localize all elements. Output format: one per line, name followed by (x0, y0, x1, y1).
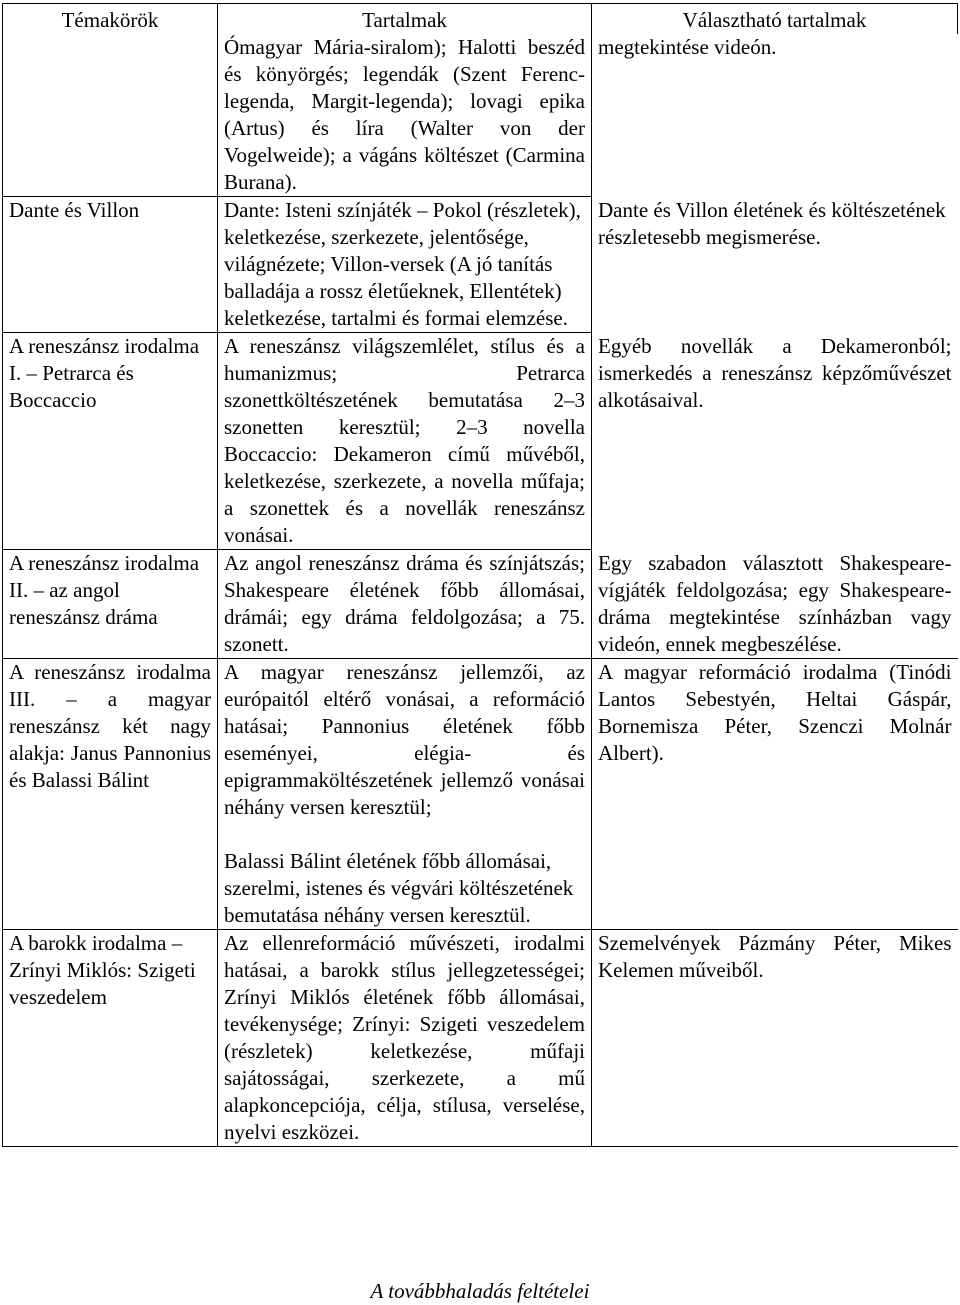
content-cell: Az ellenreformáció művészeti, irodalmi hatásai, a barokk stílus jellegzetességei; Zrínyi Miklós életének főbb állomásai, tevékenysége; Zrínyi: Szigeti veszedelem (részletek) keletkezése, műfaji sajátosságai, szerkezete, a mű alapkoncepciója, célja, stílusa, verselése, nyelvi eszközei. (218, 930, 592, 1147)
section-heading-footer: A továbbhaladás feltételei (370, 1279, 590, 1303)
topic-cell: A reneszánsz irodalma III. – a magyar reneszánsz két nagy alakja: Janus Pannonius és Balassi Bálint (3, 659, 218, 930)
content-cell: Dante: Isteni színjáték – Pokol (részletek), keletkezése, szerkezete, jelentősége, világnézete; Villon-versek (A jó tanítás balladája a rossz életűeknek, Ellentétek) keletkezése, tartalmi és formai elemzése. (218, 197, 592, 333)
optional-cell: Szemelvények Pázmány Péter, Mikes Kelemen műveiből. (592, 930, 958, 1147)
content-cell (218, 659, 592, 930)
table-row (3, 550, 958, 659)
header-topics: Témakörök (3, 4, 218, 35)
content-paragraph: Balassi Bálint életének főbb állomásai, szerelmi, istenes és végvári költészetének bemutatása néhány versen keresztül. (224, 849, 574, 927)
curriculum-table (2, 3, 958, 1147)
table-row (3, 333, 958, 550)
optional-cell: Egy szabadon választott Shakespeare-vígjáték feldolgozása; egy Shakespeare-dráma megtekintése színházban vagy videón, ennek megbeszélése. (592, 550, 958, 659)
optional-cell: megtekintése videón. (598, 35, 777, 59)
topic-cell: Dante és Villon (3, 197, 218, 333)
optional-cell: A magyar reformáció irodalma (Tinódi Lantos Sebestyén, Heltai Gáspár, Bornemisza Péter, Szenczi Molnár Albert). (592, 659, 958, 930)
table-row (3, 197, 958, 333)
topic-cell: A reneszánsz irodalma II. – az angol reneszánsz dráma (3, 550, 218, 659)
table-header-row (3, 4, 958, 35)
optional-cell: Egyéb novellák a Dekameronból; ismerkedés a reneszánsz képzőművészet alkotásaival. (598, 333, 952, 412)
content-cell: Ómagyar Mária-siralom); Halotti beszéd és könyörgés; legendák (Szent Ferenc-legenda, Margit-legenda); lovagi epika (Artus) és líra (Walter von der Vogelweide); a vágáns költészet (Carmina Burana). (218, 34, 592, 197)
header-contents: Tartalmak (218, 4, 592, 35)
topic-cell (3, 34, 218, 197)
table-row (3, 659, 958, 930)
table-row (3, 34, 958, 197)
topic-cell: A reneszánsz irodalma I. – Petrarca és Boccaccio (3, 333, 218, 550)
content-cell: A reneszánsz világszemlélet, stílus és a humanizmus; Petrarca szonettköltészetének bemutatása 2–3 szonetten keresztül; 2–3 novella Boccaccio: Dekameron című művéből, keletkezése, szerkezete, a novella műfaja; a szonettek és a novellák reneszánsz vonásai. (218, 333, 592, 550)
header-optional: Választható tartalmak (592, 4, 958, 35)
topic-cell: A barokk irodalma – Zrínyi Miklós: Szigeti veszedelem (3, 930, 218, 1147)
optional-cell: Dante és Villon életének és költészetének részletesebb megismerése. (598, 197, 946, 249)
paragraph-gap (224, 821, 585, 848)
content-paragraph: A magyar reneszánsz jellemzői, az európaitól eltérő vonásai, a reformáció hatásai; Pannonius életének főbb eseményei, elégia- és epigrammaköltészetének jellemző vonásai néhány versen keresztül; (224, 660, 585, 819)
table-row (3, 930, 958, 1147)
content-cell: Az angol reneszánsz dráma és színjátszás; Shakespeare életének főbb állomásai, drámái; egy dráma feldolgozása; a 75. szonett. (218, 550, 592, 659)
